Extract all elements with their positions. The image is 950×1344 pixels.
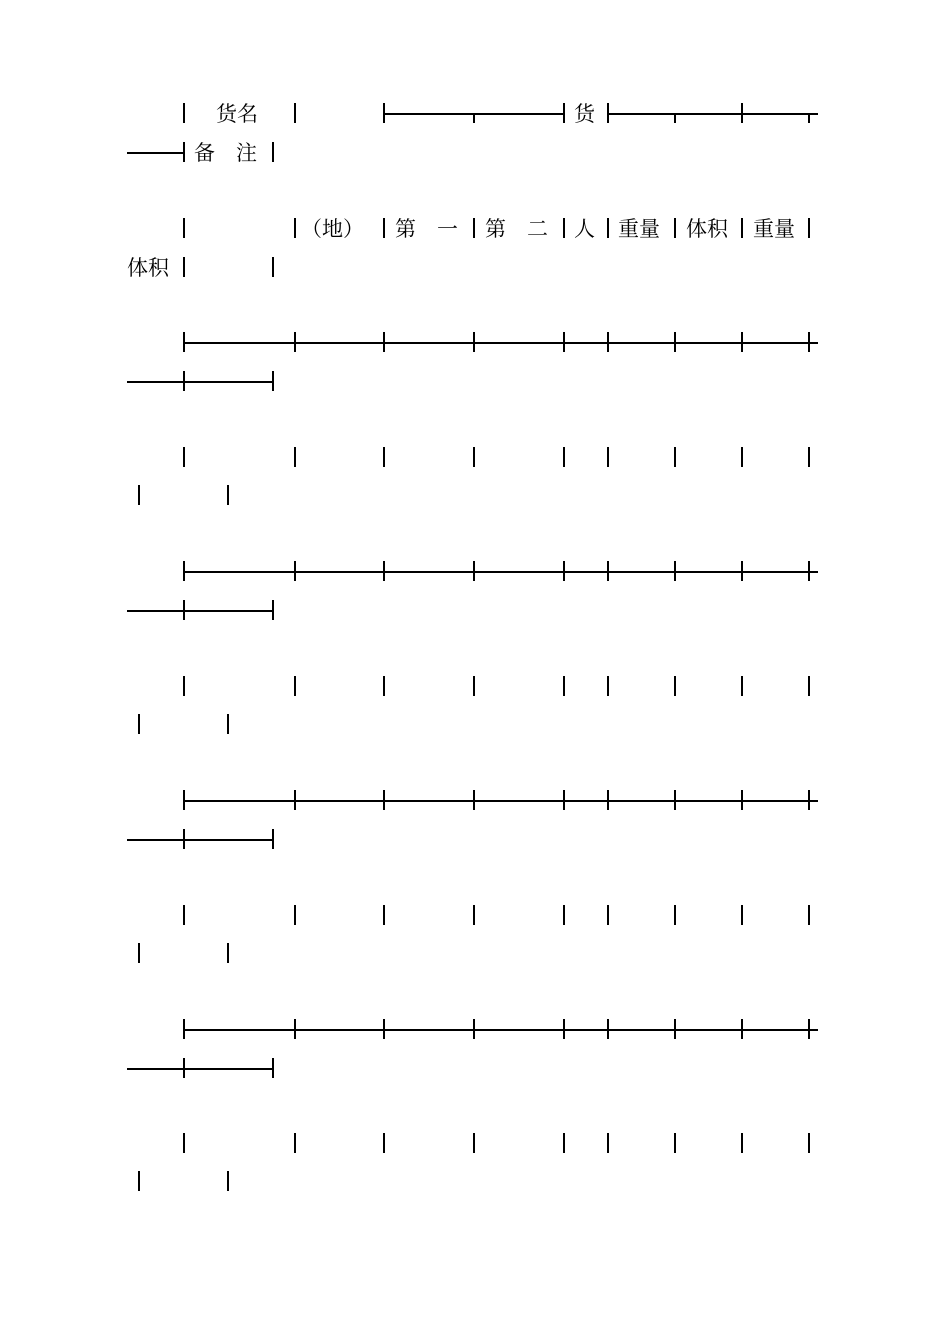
table-rule <box>183 342 818 344</box>
table-border <box>607 447 609 467</box>
table-border <box>674 332 676 352</box>
table-border <box>473 113 475 123</box>
table-border <box>183 1019 185 1039</box>
table-border <box>741 332 743 352</box>
table-border <box>563 676 565 696</box>
header-remarks: 备 注 <box>194 141 257 165</box>
table-border <box>674 447 676 467</box>
header-goods-name: 货名 <box>216 102 258 126</box>
table-border <box>383 103 385 123</box>
table-border <box>138 943 140 963</box>
table-border <box>741 905 743 925</box>
table-border <box>294 561 296 581</box>
table-border <box>183 103 185 123</box>
table-border <box>674 113 676 123</box>
table-border <box>227 943 229 963</box>
table-border <box>183 905 185 925</box>
table-border <box>294 103 296 123</box>
table-border <box>294 332 296 352</box>
table-border <box>607 218 609 238</box>
table-border <box>294 905 296 925</box>
table-border <box>383 332 385 352</box>
table-border <box>607 790 609 810</box>
table-border <box>183 447 185 467</box>
table-border <box>563 447 565 467</box>
table-rule <box>183 571 818 573</box>
table-rule <box>127 1068 272 1070</box>
table-border <box>607 332 609 352</box>
table-border <box>741 1133 743 1153</box>
table-border <box>473 790 475 810</box>
table-border <box>674 561 676 581</box>
table-border <box>563 905 565 925</box>
table-rule <box>127 610 272 612</box>
table-border <box>272 371 274 391</box>
table-border <box>674 676 676 696</box>
table-border <box>272 257 274 277</box>
table-border <box>674 790 676 810</box>
table-border <box>183 332 185 352</box>
table-border <box>607 103 609 123</box>
table-border <box>741 676 743 696</box>
table-border <box>674 218 676 238</box>
table-border <box>272 600 274 620</box>
header-volume-1: 体积 <box>686 217 728 241</box>
table-border <box>563 1133 565 1153</box>
table-border <box>272 142 274 162</box>
table-border <box>383 1019 385 1039</box>
table-border <box>473 676 475 696</box>
table-border <box>183 218 185 238</box>
table-border <box>138 714 140 734</box>
header-place: （地） <box>301 217 364 241</box>
table-border <box>272 829 274 849</box>
table-border <box>808 1133 810 1153</box>
table-border <box>741 218 743 238</box>
table-border <box>674 1019 676 1039</box>
table-border <box>294 1019 296 1039</box>
table-border <box>272 1058 274 1078</box>
table-border <box>563 1019 565 1039</box>
table-border <box>563 218 565 238</box>
table-border <box>183 142 185 162</box>
table-border <box>563 790 565 810</box>
table-border <box>183 829 185 849</box>
table-border <box>183 561 185 581</box>
table-rule <box>127 381 272 383</box>
header-first: 第 一 <box>395 217 458 241</box>
table-border <box>383 790 385 810</box>
table-border <box>294 790 296 810</box>
table-border <box>183 790 185 810</box>
header-goods: 货 <box>574 102 595 126</box>
table-border <box>473 1133 475 1153</box>
table-border <box>383 447 385 467</box>
table-border <box>227 1171 229 1191</box>
table-border <box>808 905 810 925</box>
table-border <box>294 1133 296 1153</box>
table-border <box>607 561 609 581</box>
table-rule <box>183 1029 818 1031</box>
table-border <box>607 1133 609 1153</box>
table-border <box>473 447 475 467</box>
table-rule <box>183 800 818 802</box>
table-border <box>183 600 185 620</box>
table-border <box>741 103 743 123</box>
header-volume-2: 体积 <box>127 256 169 280</box>
table-border <box>808 561 810 581</box>
table-border <box>808 113 810 123</box>
table-border <box>294 676 296 696</box>
table-border <box>227 714 229 734</box>
table-border <box>183 257 185 277</box>
table-border <box>741 561 743 581</box>
table-border <box>383 676 385 696</box>
table-border <box>383 218 385 238</box>
table-border <box>473 561 475 581</box>
table-border <box>383 1133 385 1153</box>
table-border <box>563 561 565 581</box>
table-border <box>808 790 810 810</box>
table-border <box>563 103 565 123</box>
table-border <box>183 1058 185 1078</box>
table-rule <box>607 113 818 115</box>
table-border <box>383 561 385 581</box>
table-border <box>473 1019 475 1039</box>
table-border <box>138 485 140 505</box>
table-border <box>808 332 810 352</box>
table-border <box>741 790 743 810</box>
table-rule <box>127 839 272 841</box>
table-border <box>607 1019 609 1039</box>
table-border <box>741 1019 743 1039</box>
table-border <box>183 1133 185 1153</box>
table-border <box>294 447 296 467</box>
table-border <box>674 905 676 925</box>
table-border <box>183 371 185 391</box>
table-border <box>227 485 229 505</box>
table-border <box>674 1133 676 1153</box>
table-border <box>808 447 810 467</box>
table-border <box>473 218 475 238</box>
table-border <box>473 332 475 352</box>
table-border <box>138 1171 140 1191</box>
header-weight-1: 重量 <box>618 217 660 241</box>
table-border <box>563 332 565 352</box>
table-border <box>183 676 185 696</box>
header-weight-2: 重量 <box>753 217 795 241</box>
table-rule <box>127 152 183 154</box>
header-second: 第 二 <box>485 217 548 241</box>
table-border <box>294 218 296 238</box>
table-border <box>607 905 609 925</box>
table-border <box>383 905 385 925</box>
table-border <box>607 676 609 696</box>
table-border <box>808 676 810 696</box>
table-border <box>808 218 810 238</box>
header-person: 人 <box>574 217 595 241</box>
table-border <box>741 447 743 467</box>
table-border <box>473 905 475 925</box>
table-border <box>808 1019 810 1039</box>
